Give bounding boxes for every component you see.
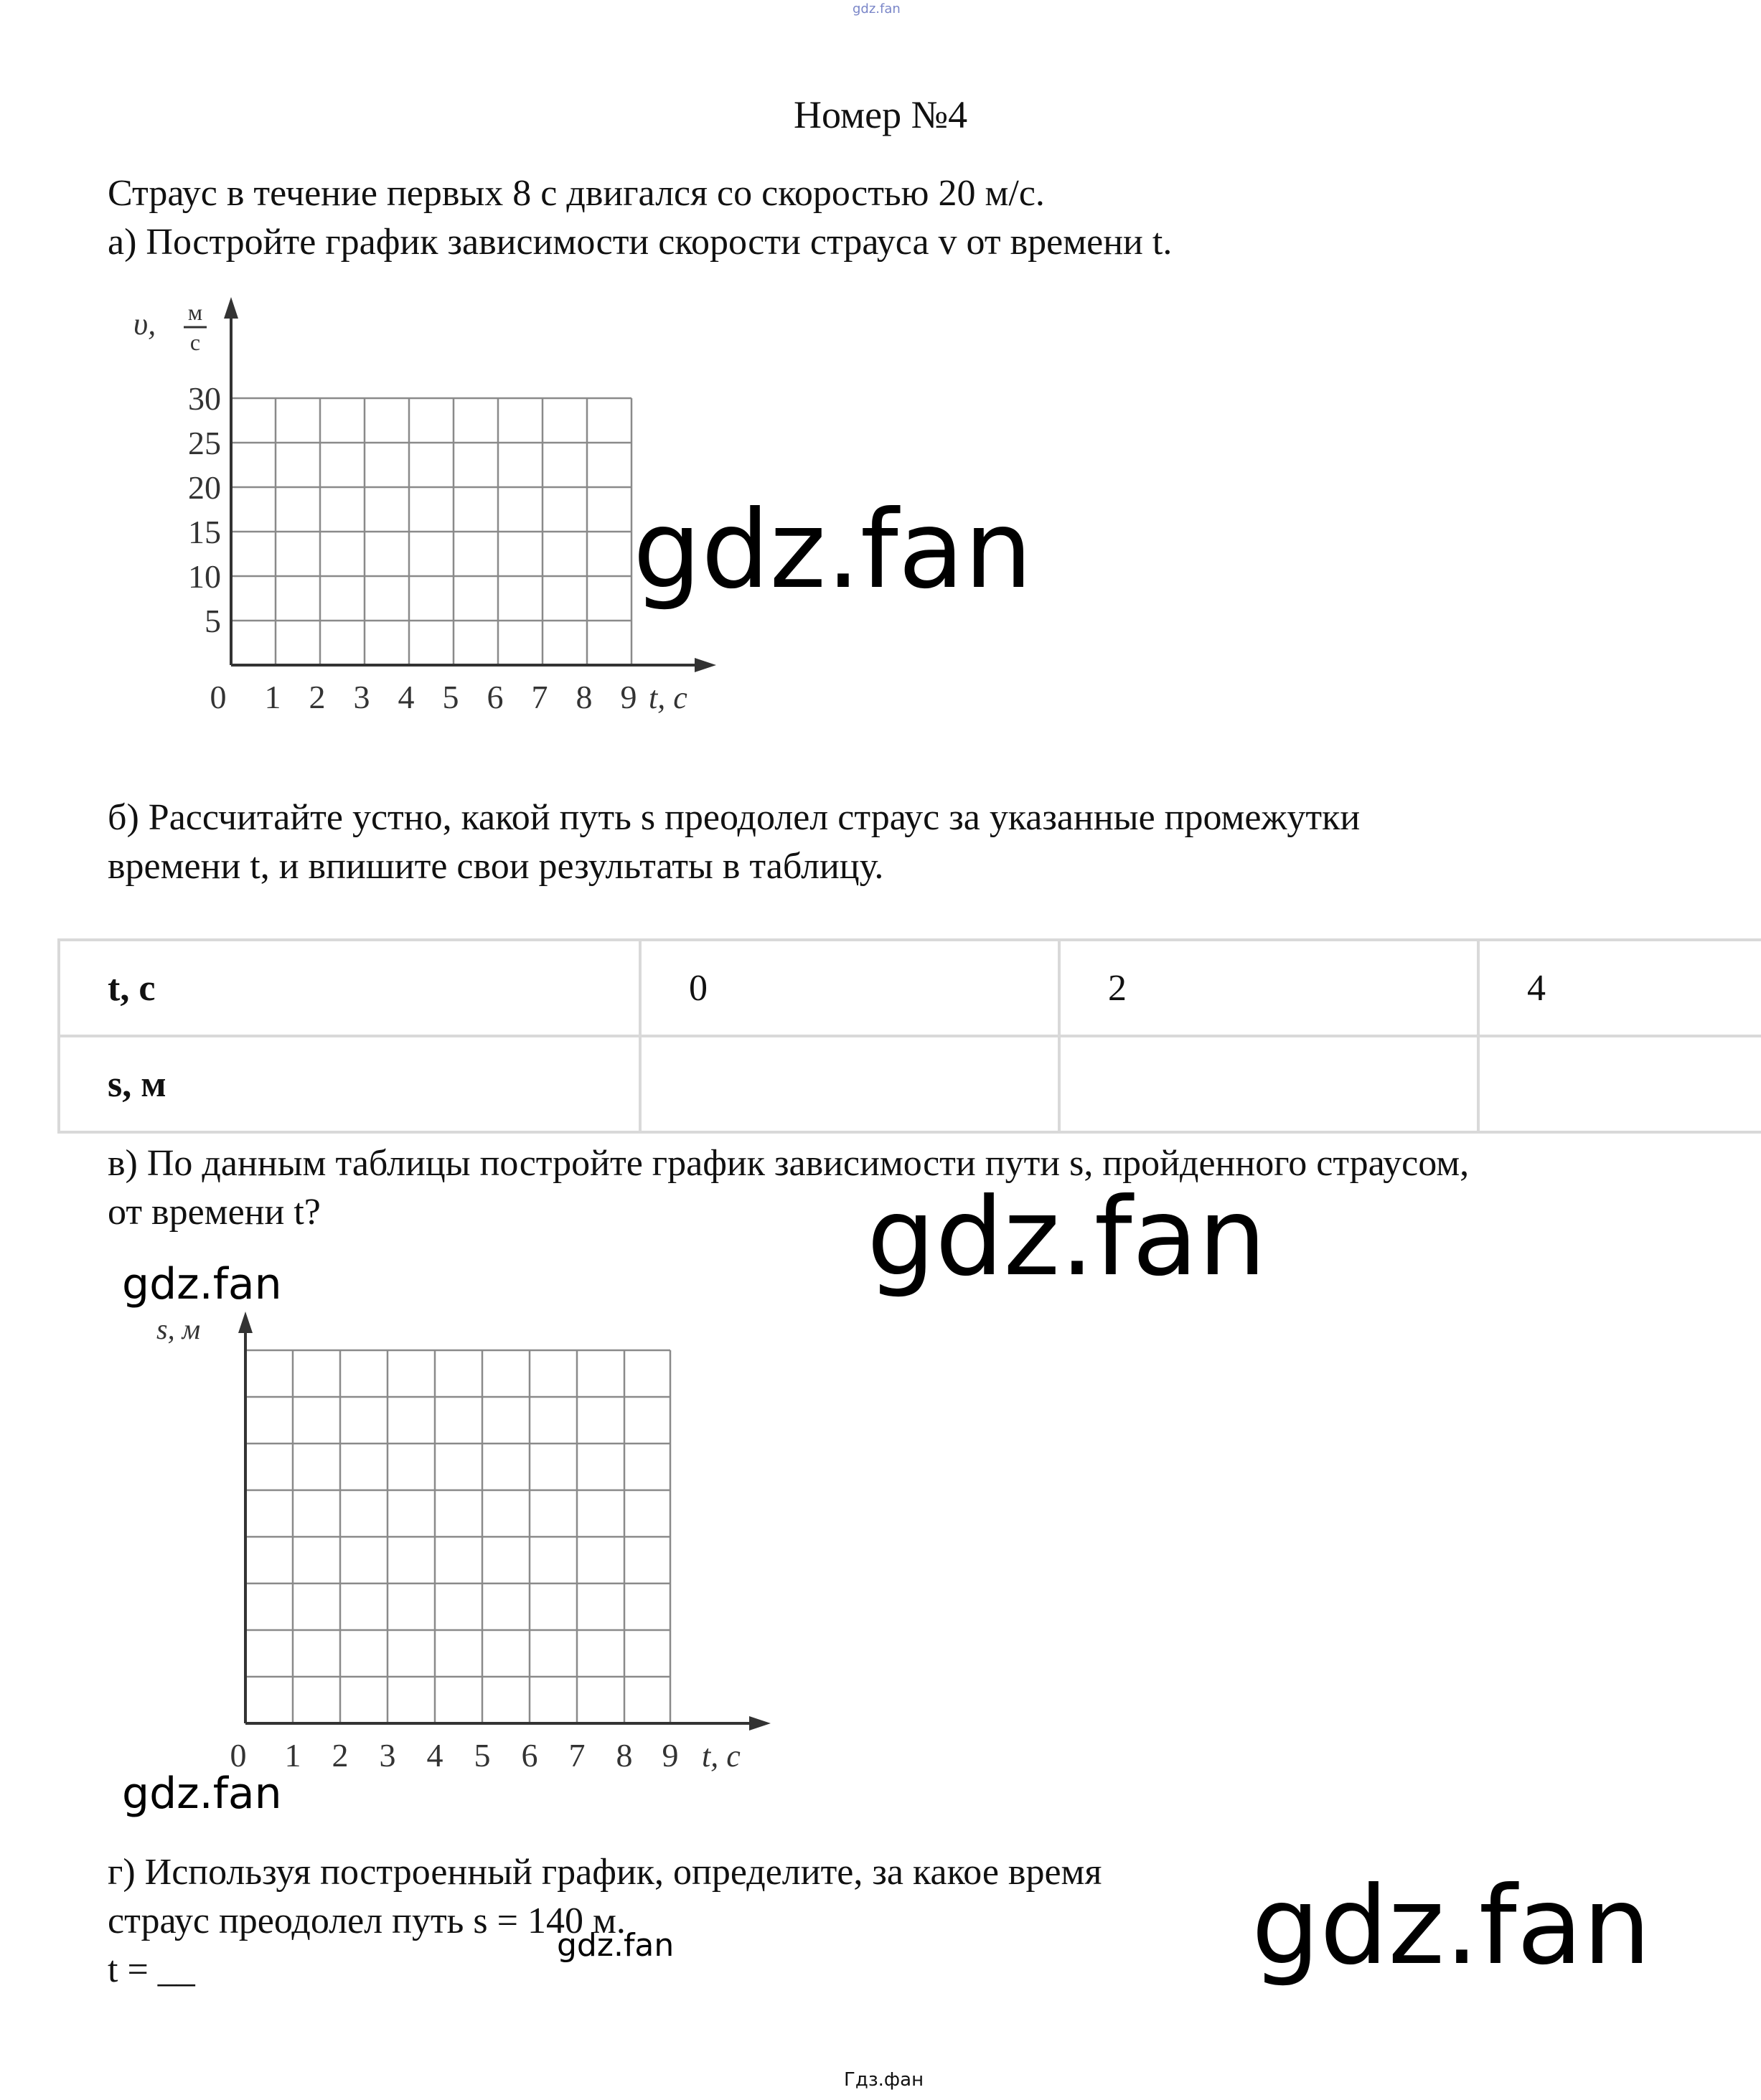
x-tick: 6: [521, 1737, 538, 1774]
y-axis-symbol: υ,: [133, 306, 156, 342]
grid-lines: [245, 1350, 670, 1723]
table-row-time: [59, 940, 1761, 1036]
y-unit-numerator: м: [187, 299, 203, 325]
x-tick: 9: [662, 1737, 679, 1774]
y-tick: 10: [188, 558, 221, 595]
task-d-text-line1: г) Используя построенный график, определите, за какое время: [108, 1852, 1102, 1893]
y-tick: 30: [188, 380, 221, 417]
x-tick: 1: [264, 679, 281, 715]
x-tick: 1: [284, 1737, 301, 1774]
y-tick: 20: [188, 469, 221, 506]
y-unit-denominator: с: [189, 329, 201, 355]
watermark-large: gdz.fan: [633, 488, 1033, 613]
x-axis-arrow-icon: [695, 658, 716, 672]
y-axis-arrow-icon: [238, 1312, 253, 1333]
y-tick: 5: [205, 603, 221, 639]
grid-lines: [231, 398, 631, 665]
table-header-time: t, с: [59, 940, 640, 1036]
axes: [238, 1312, 771, 1731]
x-tick: 7: [531, 679, 548, 715]
x-tick: 9: [620, 679, 637, 715]
table-cell: 0: [640, 940, 1059, 1036]
y-tick: 15: [188, 514, 221, 550]
x-tick: 4: [426, 1737, 443, 1774]
task-d-text-line2: страус преодолел путь s = 140 м.: [108, 1901, 626, 1941]
x-tick: 5: [442, 679, 459, 715]
table-row-distance: [59, 1036, 1761, 1132]
y-tick-labels: [188, 380, 221, 639]
x-tick: 0: [210, 679, 227, 715]
distance-table: [57, 938, 1761, 1134]
x-axis-arrow-icon: [749, 1716, 771, 1731]
x-tick: 3: [353, 679, 370, 715]
x-tick: 6: [487, 679, 504, 715]
x-axis-label: t, с: [649, 680, 687, 715]
footer-caption: Гдз.фан: [844, 2069, 924, 2091]
task-b-text-line1: б) Рассчитайте устно, какой путь s преодолел страус за указанные промежутки: [108, 797, 1361, 838]
answer-field[interactable]: t = __: [108, 1949, 195, 1990]
x-tick: 8: [616, 1737, 633, 1774]
x-tick-labels: [210, 679, 637, 715]
x-tick: 2: [332, 1737, 349, 1774]
task-a-text: а) Постройте график зависимости скорости страуса v от времени t.: [108, 222, 1173, 263]
x-tick: 4: [398, 679, 415, 715]
task-c-text-line2: от времени t?: [108, 1192, 321, 1233]
y-axis-arrow-icon: [224, 297, 238, 319]
watermark-large: gdz.fan: [1252, 1864, 1651, 1989]
axes: [224, 297, 716, 672]
x-tick: 8: [576, 679, 593, 715]
table-cell-input[interactable]: [640, 1036, 1059, 1132]
x-tick: 5: [474, 1737, 491, 1774]
top-watermark: gdz.fan: [853, 1, 901, 17]
watermark-large: gdz.fan: [867, 1175, 1267, 1300]
task-b-text-line2: времени t, и впишите свои результаты в таблицу.: [108, 846, 884, 887]
x-tick: 0: [230, 1737, 247, 1774]
x-axis-label: t, с: [702, 1738, 741, 1774]
y-tick: 25: [188, 425, 221, 461]
watermark-small: gdz.fan: [557, 1927, 675, 1964]
y-axis-label: s, м: [156, 1313, 201, 1345]
table-cell-input[interactable]: [1478, 1036, 1761, 1132]
table-cell: 2: [1059, 940, 1478, 1036]
table-cell-input[interactable]: [1059, 1036, 1478, 1132]
x-tick: 3: [379, 1737, 396, 1774]
distance-time-grid: [144, 1306, 789, 1779]
table-header-distance: s, м: [59, 1036, 640, 1132]
watermark-medium: gdz.fan: [122, 1769, 282, 1819]
task-c-text-line1: в) По данным таблицы постройте график зависимости пути s, пройденного страусом,: [108, 1143, 1470, 1184]
page-title: Номер №4: [794, 93, 968, 136]
table-cell: 4: [1478, 940, 1761, 1036]
x-tick-labels: [230, 1737, 679, 1774]
problem-statement: Страус в течение первых 8 с двигался со скоростью 20 м/с.: [108, 173, 1045, 214]
watermark-medium: gdz.fan: [122, 1259, 282, 1309]
x-tick: 7: [568, 1737, 586, 1774]
x-tick: 2: [309, 679, 326, 715]
